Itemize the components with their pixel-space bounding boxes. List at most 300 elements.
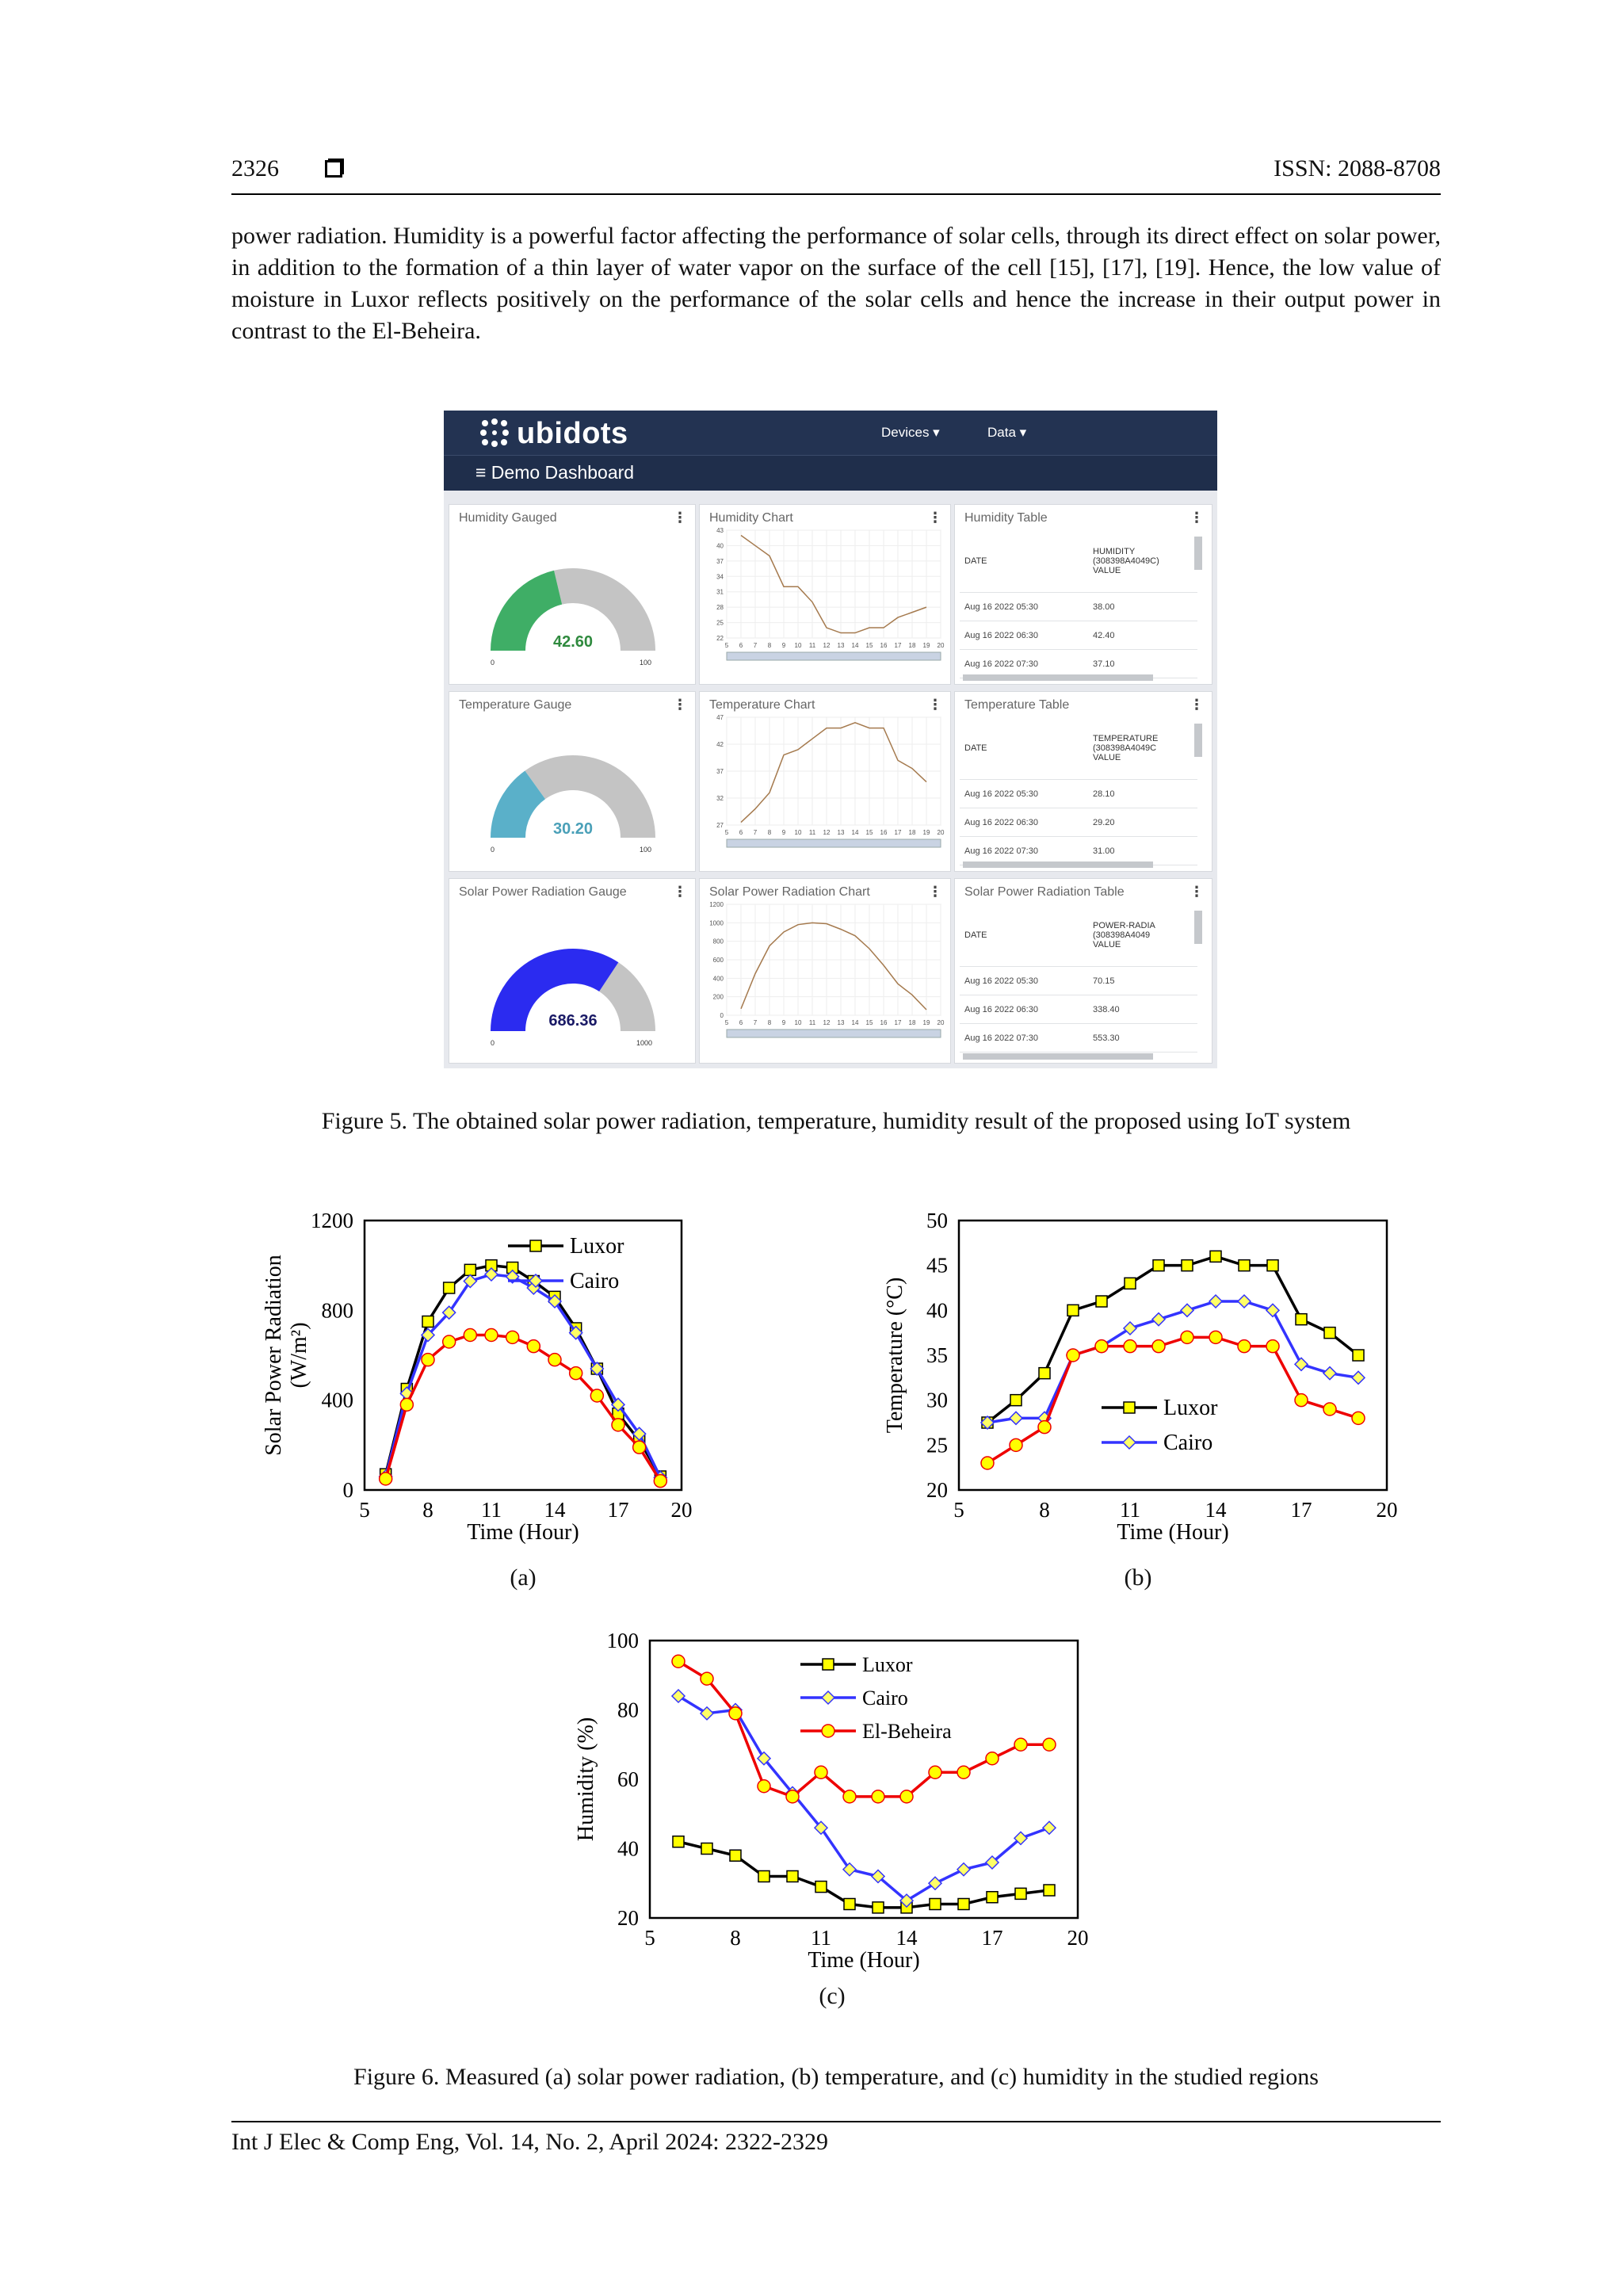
x-axis-label: Time (Hour) xyxy=(1117,1520,1229,1545)
marker-square xyxy=(1015,1888,1026,1899)
marker-square xyxy=(758,1871,769,1882)
col-value-line3: VALUE xyxy=(1093,940,1121,949)
marker-square xyxy=(1010,1395,1022,1406)
marker-circle xyxy=(929,1766,941,1778)
chart-c-humidity xyxy=(555,1617,1109,1989)
marker-diamond xyxy=(1124,1322,1136,1335)
y-axis-label-unit: (W/m²) xyxy=(287,1322,311,1389)
x-tick-label: 11 xyxy=(811,1926,831,1950)
mini-x-tick: 7 xyxy=(753,829,758,836)
x-tick-label: 20 xyxy=(1376,1498,1398,1522)
row-date: Aug 16 2022 05:30 xyxy=(960,593,1088,621)
subcaption-b: (b) xyxy=(1124,1564,1152,1591)
row-date: Aug 16 2022 07:30 xyxy=(960,837,1088,865)
x-tick-label: 5 xyxy=(644,1926,655,1950)
humidity-gauge xyxy=(449,505,696,685)
marker-diamond xyxy=(1043,1821,1056,1834)
panel-title: Temperature Gauge xyxy=(459,698,572,712)
marker-square xyxy=(844,1899,855,1910)
col-date: DATE xyxy=(960,904,1088,967)
panel-menu-icon[interactable]: ⋮ xyxy=(928,510,942,525)
row-date: Aug 16 2022 05:30 xyxy=(960,967,1088,995)
y-tick-label: 45 xyxy=(926,1253,948,1278)
legend-entry xyxy=(508,1269,619,1293)
series-luxor xyxy=(673,1836,1055,1913)
gauge-min: 0 xyxy=(491,659,495,667)
marker-square xyxy=(1324,1328,1335,1339)
x-axis-label: Time (Hour) xyxy=(467,1520,579,1545)
marker-diamond xyxy=(701,1707,713,1720)
legend-label: El-Beheira xyxy=(862,1720,952,1743)
marker-diamond xyxy=(1181,1304,1193,1316)
row-date: Aug 16 2022 07:30 xyxy=(960,1024,1088,1052)
mini-x-tick: 13 xyxy=(837,829,845,836)
marker-square xyxy=(444,1282,455,1293)
marker-circle xyxy=(1238,1340,1251,1353)
mini-x-tick: 19 xyxy=(922,1019,930,1026)
marker-circle xyxy=(729,1707,742,1720)
table-row xyxy=(960,780,1197,808)
marker-square xyxy=(1096,1296,1107,1307)
mini-x-tick: 11 xyxy=(808,829,816,836)
horizontal-scrollbar[interactable] xyxy=(963,861,1153,868)
mini-x-tick: 17 xyxy=(894,829,902,836)
mini-range-slider xyxy=(727,1030,941,1037)
mini-x-tick: 5 xyxy=(724,642,729,649)
table-row xyxy=(960,967,1197,995)
mini-y-tick: 25 xyxy=(716,619,724,627)
temperature-table-panel xyxy=(954,691,1212,872)
marker-square xyxy=(530,1240,541,1251)
legend-entry xyxy=(800,1687,908,1710)
row-value: 38.00 xyxy=(1088,593,1197,621)
subcaption-a: (a) xyxy=(510,1564,537,1591)
page-number: 2326 xyxy=(231,155,279,181)
marker-square xyxy=(701,1843,712,1855)
humidity-gauge-panel xyxy=(449,504,696,685)
marker-circle xyxy=(1295,1394,1308,1407)
x-tick-label: 8 xyxy=(1039,1498,1050,1522)
marker-circle xyxy=(612,1419,624,1431)
mini-x-tick: 15 xyxy=(865,829,873,836)
series-line xyxy=(386,1266,661,1477)
y-tick-label: 40 xyxy=(617,1836,639,1861)
marker-square xyxy=(1067,1305,1079,1316)
y-axis-label: Solar Power Radiation xyxy=(262,1255,286,1456)
mini-x-tick: 10 xyxy=(794,1019,802,1026)
mini-x-tick: 9 xyxy=(781,1019,786,1026)
figure5-caption: Figure 5. The obtained solar power radiation, temperature, humidity result of the proposed using IoT system xyxy=(321,1108,1351,1134)
mini-y-tick: 43 xyxy=(716,527,724,534)
mini-x-tick: 10 xyxy=(794,829,802,836)
checkbox-bullet-icon xyxy=(325,160,342,178)
nav-devices[interactable]: Devices ▾ xyxy=(881,425,940,440)
row-date: Aug 16 2022 06:30 xyxy=(960,995,1088,1024)
col-value-line2: (308398A4049 xyxy=(1093,930,1151,940)
footer-citation: Int J Elec & Comp Eng, Vol. 14, No. 2, April 2024: 2322-2329 xyxy=(231,2129,829,2155)
mini-x-tick: 13 xyxy=(837,1019,845,1026)
y-tick-label: 80 xyxy=(617,1698,639,1722)
marker-square xyxy=(1267,1260,1278,1271)
mini-x-tick: 18 xyxy=(908,642,916,649)
col-value-line1: HUMIDITY xyxy=(1093,547,1136,556)
mini-x-tick: 5 xyxy=(724,829,729,836)
series-cairo xyxy=(380,1268,667,1484)
row-date: Aug 16 2022 06:30 xyxy=(960,808,1088,837)
x-axis-label: Time (Hour) xyxy=(808,1948,920,1973)
humidity-table-panel xyxy=(954,504,1212,685)
x-tick-label: 11 xyxy=(1120,1498,1140,1522)
panel-menu-icon[interactable]: ⋮ xyxy=(673,697,687,712)
mini-x-tick: 5 xyxy=(724,1019,729,1026)
mini-range-slider xyxy=(727,839,941,847)
horizontal-scrollbar[interactable] xyxy=(963,1053,1153,1060)
col-value xyxy=(1088,717,1197,780)
panel-menu-icon[interactable]: ⋮ xyxy=(928,697,942,712)
mini-x-tick: 19 xyxy=(922,829,930,836)
marker-square xyxy=(930,1899,941,1910)
marker-circle xyxy=(548,1354,561,1366)
vertical-scrollbar[interactable] xyxy=(1194,724,1202,757)
mini-x-tick: 6 xyxy=(739,642,743,649)
panel-title: Humidity Gauged xyxy=(459,511,557,525)
panel-menu-icon[interactable]: ⋮ xyxy=(1190,884,1204,900)
marker-circle xyxy=(1014,1738,1027,1751)
mini-y-tick: 40 xyxy=(716,542,724,550)
row-value: 70.15 xyxy=(1088,967,1197,995)
mini-y-tick: 600 xyxy=(712,957,724,964)
col-value-line3: VALUE xyxy=(1093,566,1121,575)
panel-title: Solar Power Radiation Chart xyxy=(709,885,870,899)
marker-square xyxy=(815,1881,827,1893)
x-tick-label: 11 xyxy=(481,1498,502,1522)
y-tick-label: 60 xyxy=(617,1767,639,1791)
body-paragraph: power radiation. Humidity is a powerful factor affecting the performance of solar cells, through its direct effect on solar power, in addition to the formation of a thin layer of water vapor on the surface of the cell [15], [17], [19]. Hence, the low value of moisture in Luxor reflects positively on the performance of the solar cells and hence the increase in their output power in contrast to the El-Beheira. xyxy=(231,223,1441,344)
y-axis-label: Temperature (°C) xyxy=(883,1277,907,1434)
panel-title: Humidity Table xyxy=(964,511,1048,525)
panel-menu-icon[interactable]: ⋮ xyxy=(673,510,687,525)
dashboard-title[interactable]: ≡ Demo Dashboard xyxy=(475,462,635,483)
row-value: 42.40 xyxy=(1088,621,1197,650)
mini-x-tick: 14 xyxy=(851,642,859,649)
y-axis-label: Humidity (%) xyxy=(574,1717,598,1842)
temperature-gauge-panel xyxy=(449,691,696,872)
marker-circle xyxy=(422,1354,434,1366)
marker-diamond xyxy=(929,1877,941,1889)
x-tick-label: 14 xyxy=(544,1498,566,1522)
mini-x-tick: 8 xyxy=(767,829,772,836)
marker-circle xyxy=(1209,1331,1222,1343)
marker-diamond xyxy=(672,1690,685,1702)
legend-label: Luxor xyxy=(862,1653,913,1676)
row-value: 29.20 xyxy=(1088,808,1197,837)
panel-title: Temperature Table xyxy=(964,698,1070,712)
solar-table xyxy=(960,904,1197,1052)
figure6-caption: Figure 6. Measured (a) solar power radiation, (b) temperature, and (c) humidity in the studied regions xyxy=(353,2064,1319,2090)
col-date: DATE xyxy=(960,530,1088,593)
humidity-mini-chart xyxy=(700,505,951,685)
y-tick-label: 30 xyxy=(926,1388,948,1412)
mini-y-tick: 800 xyxy=(712,938,724,946)
marker-circle xyxy=(633,1441,646,1454)
nav-data[interactable]: Data ▾ xyxy=(987,425,1027,440)
marker-circle xyxy=(758,1780,770,1793)
marker-circle xyxy=(822,1725,834,1737)
marker-diamond xyxy=(1295,1358,1308,1370)
x-tick-label: 20 xyxy=(670,1498,693,1522)
mini-x-tick: 8 xyxy=(767,1019,772,1026)
mini-y-tick: 42 xyxy=(716,741,724,748)
col-value-line1: POWER-RADIA xyxy=(1093,921,1155,930)
mini-x-tick: 9 xyxy=(781,642,786,649)
solar-gauge-panel xyxy=(449,878,696,1064)
marker-circle xyxy=(815,1766,827,1778)
mini-x-tick: 13 xyxy=(837,642,845,649)
header-rule xyxy=(231,193,1441,195)
marker-square xyxy=(1039,1368,1050,1379)
footer-rule xyxy=(231,2121,1441,2122)
marker-square xyxy=(1296,1314,1307,1325)
mini-y-tick: 1200 xyxy=(709,901,724,908)
temperature-gauge xyxy=(449,692,696,872)
mini-x-tick: 6 xyxy=(739,1019,743,1026)
mini-x-tick: 18 xyxy=(908,829,916,836)
mini-x-tick: 11 xyxy=(808,642,816,649)
marker-circle xyxy=(872,1790,884,1803)
marker-square xyxy=(873,1902,884,1913)
mini-x-tick: 16 xyxy=(880,642,888,649)
marker-square xyxy=(787,1871,798,1882)
y-tick-label: 50 xyxy=(926,1209,948,1232)
marker-circle xyxy=(1067,1349,1079,1362)
marker-circle xyxy=(400,1398,413,1411)
marker-square xyxy=(1239,1260,1250,1271)
marker-diamond xyxy=(957,1863,970,1876)
y-tick-label: 800 xyxy=(321,1298,353,1323)
humidity-chart-panel xyxy=(699,504,951,685)
mini-y-tick: 200 xyxy=(712,993,724,1001)
marker-square xyxy=(1153,1260,1164,1271)
marker-diamond xyxy=(822,1691,834,1704)
mini-x-tick: 16 xyxy=(880,829,888,836)
panel-title: Solar Power Radiation Table xyxy=(964,885,1125,899)
humidity-table xyxy=(960,530,1197,678)
mini-x-tick: 18 xyxy=(908,1019,916,1026)
col-value-line1: TEMPERATURE xyxy=(1093,734,1159,743)
vertical-scrollbar[interactable] xyxy=(1194,911,1202,944)
panel-menu-icon[interactable]: ⋮ xyxy=(928,884,942,900)
legend-entry xyxy=(508,1234,624,1259)
solar-table-panel xyxy=(954,878,1212,1064)
mini-x-tick: 20 xyxy=(937,642,945,649)
col-value xyxy=(1088,530,1197,593)
x-tick-label: 17 xyxy=(1290,1498,1312,1522)
y-tick-label: 35 xyxy=(926,1343,948,1367)
mini-y-tick: 47 xyxy=(716,714,724,721)
solar-mini-chart xyxy=(700,879,951,1064)
y-tick-label: 1200 xyxy=(311,1209,353,1232)
row-value: 553.30 xyxy=(1088,1024,1197,1052)
mini-y-tick: 37 xyxy=(716,557,724,565)
legend-entry xyxy=(800,1720,952,1743)
x-tick-label: 5 xyxy=(359,1498,370,1522)
marker-square xyxy=(673,1836,684,1847)
x-tick-label: 8 xyxy=(422,1498,433,1522)
issn: ISSN: 2088-8708 xyxy=(1274,155,1441,181)
marker-square xyxy=(730,1850,741,1861)
vertical-scrollbar[interactable] xyxy=(1194,537,1202,570)
y-tick-label: 400 xyxy=(321,1388,353,1412)
col-value-line3: VALUE xyxy=(1093,753,1121,762)
table-row xyxy=(960,621,1197,650)
mini-y-tick: 37 xyxy=(716,768,724,775)
gauge-value: 42.60 xyxy=(552,633,594,651)
mini-x-tick: 12 xyxy=(823,1019,831,1026)
x-tick-label: 5 xyxy=(953,1498,964,1522)
brand-name[interactable]: ubidots xyxy=(517,417,628,450)
legend-label: Luxor xyxy=(1163,1396,1218,1420)
marker-diamond xyxy=(1123,1436,1136,1449)
marker-circle xyxy=(464,1329,476,1342)
marker-diamond xyxy=(1010,1412,1022,1424)
x-tick-label: 14 xyxy=(896,1926,918,1950)
table-row xyxy=(960,593,1197,621)
marker-square xyxy=(1044,1885,1055,1896)
marker-circle xyxy=(672,1655,685,1668)
marker-square xyxy=(823,1659,834,1670)
marker-circle xyxy=(1038,1421,1051,1434)
x-tick-label: 17 xyxy=(981,1926,1003,1950)
marker-square xyxy=(1210,1251,1221,1262)
row-value: 37.10 xyxy=(1088,650,1197,678)
mini-range-slider xyxy=(727,652,941,660)
chart-b-temperature xyxy=(864,1197,1403,1593)
table-row xyxy=(960,808,1197,837)
mini-x-tick: 14 xyxy=(851,829,859,836)
marker-circle xyxy=(654,1475,666,1488)
mini-x-tick: 11 xyxy=(808,1019,816,1026)
x-tick-label: 8 xyxy=(730,1926,741,1950)
panel-menu-icon[interactable]: ⋮ xyxy=(1190,697,1204,712)
mini-y-tick: 22 xyxy=(716,635,724,642)
subcaption-c: (c) xyxy=(819,1983,846,2009)
col-value-line2: (308398A4049C xyxy=(1093,743,1157,753)
marker-circle xyxy=(981,1457,994,1469)
marker-circle xyxy=(527,1340,540,1353)
marker-diamond xyxy=(1209,1295,1222,1308)
gauge-min: 0 xyxy=(491,1039,495,1047)
col-value-line2: (308398A4049C) xyxy=(1093,556,1159,566)
marker-circle xyxy=(1043,1738,1056,1751)
horizontal-scrollbar[interactable] xyxy=(963,674,1153,681)
mini-x-tick: 10 xyxy=(794,642,802,649)
mini-x-tick: 20 xyxy=(937,829,945,836)
marker-diamond xyxy=(1238,1295,1251,1308)
marker-circle xyxy=(485,1329,498,1342)
marker-circle xyxy=(590,1389,603,1402)
gauge-value: 30.20 xyxy=(552,820,594,838)
series-line xyxy=(386,1274,661,1477)
temperature-mini-chart xyxy=(700,692,951,872)
marker-square xyxy=(1124,1402,1135,1413)
mini-x-tick: 19 xyxy=(922,642,930,649)
ubidots-dashboard xyxy=(444,411,1217,1068)
mini-x-tick: 16 xyxy=(880,1019,888,1026)
mini-y-tick: 28 xyxy=(716,604,724,612)
y-tick-label: 20 xyxy=(617,1906,639,1930)
gauge-min: 0 xyxy=(491,846,495,854)
mini-x-tick: 15 xyxy=(865,1019,873,1026)
row-value: 31.00 xyxy=(1088,837,1197,865)
table-row xyxy=(960,1024,1197,1052)
marker-circle xyxy=(1095,1340,1108,1353)
chart-a-solar-radiation xyxy=(238,1197,697,1593)
mini-y-tick: 27 xyxy=(716,822,724,829)
gauge-max: 1000 xyxy=(636,1039,653,1047)
marker-circle xyxy=(786,1790,799,1803)
legend-label: Cairo xyxy=(570,1269,620,1293)
marker-circle xyxy=(1152,1340,1165,1353)
legend-label: Luxor xyxy=(570,1234,624,1259)
y-tick-label: 0 xyxy=(342,1478,353,1502)
gauge-max: 100 xyxy=(640,659,652,667)
marker-diamond xyxy=(1152,1313,1165,1326)
marker-square xyxy=(1182,1260,1193,1271)
row-value: 28.10 xyxy=(1088,780,1197,808)
temperature-table xyxy=(960,717,1197,865)
mini-x-tick: 7 xyxy=(753,1019,758,1026)
mini-y-tick: 400 xyxy=(712,975,724,983)
mini-x-tick: 6 xyxy=(739,829,743,836)
marker-circle xyxy=(570,1367,582,1380)
mini-x-tick: 12 xyxy=(823,829,831,836)
mini-x-tick: 14 xyxy=(851,1019,859,1026)
marker-circle xyxy=(380,1473,392,1485)
mini-y-tick: 34 xyxy=(716,573,724,581)
marker-diamond xyxy=(1323,1367,1336,1380)
mini-x-tick: 9 xyxy=(781,829,786,836)
legend-label: Cairo xyxy=(1163,1431,1213,1455)
y-tick-label: 25 xyxy=(926,1433,948,1457)
mini-y-tick: 1000 xyxy=(709,919,724,927)
marker-circle xyxy=(986,1752,999,1765)
marker-diamond xyxy=(1266,1304,1279,1316)
marker-square xyxy=(1125,1278,1136,1289)
mini-x-tick: 17 xyxy=(894,1019,902,1026)
row-date: Aug 16 2022 06:30 xyxy=(960,621,1088,650)
mini-y-tick: 32 xyxy=(716,795,724,802)
row-date: Aug 16 2022 05:30 xyxy=(960,780,1088,808)
panel-menu-icon[interactable]: ⋮ xyxy=(673,884,687,900)
row-value: 338.40 xyxy=(1088,995,1197,1024)
panel-menu-icon[interactable]: ⋮ xyxy=(1190,510,1204,525)
row-date: Aug 16 2022 07:30 xyxy=(960,650,1088,678)
legend-label: Cairo xyxy=(862,1687,908,1710)
col-value xyxy=(1088,904,1197,967)
legend-entry xyxy=(1102,1431,1212,1455)
gauge-value: 686.36 xyxy=(548,1012,598,1030)
solar-chart-panel xyxy=(699,878,951,1064)
marker-circle xyxy=(957,1766,970,1778)
x-tick-label: 14 xyxy=(1205,1498,1227,1522)
y-tick-label: 100 xyxy=(606,1629,639,1652)
legend-entry xyxy=(1102,1396,1218,1420)
marker-circle xyxy=(1323,1403,1336,1415)
mini-y-tick: 31 xyxy=(716,588,724,596)
marker-circle xyxy=(1010,1438,1022,1451)
mini-x-tick: 15 xyxy=(865,642,873,649)
marker-square xyxy=(464,1264,475,1275)
